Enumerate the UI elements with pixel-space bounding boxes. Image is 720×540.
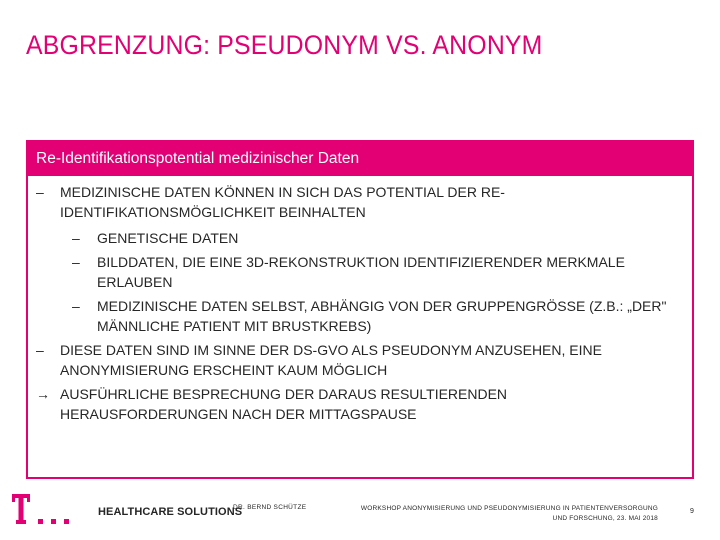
event-info (328, 504, 658, 524)
dash-bullet: – (72, 298, 80, 314)
box-header: Re-Identifikationspotential medizinischer Daten (28, 142, 692, 176)
telekom-t-logo-icon (12, 494, 30, 524)
author-name: DR. BERND SCHÜTZE (233, 504, 307, 511)
dash-bullet: – (72, 230, 80, 246)
bullet-text: MEDIZINISCHE DATEN SELBST, ABHÄNGIG VON DER GRUPPENGRÖSSE (Z.B.: „DER" MÄNNLICHE PATIENT MIT BRUSTKREBS) (97, 298, 667, 334)
content-box (26, 140, 694, 479)
bullet-text: GENETISCHE DATEN (97, 230, 239, 246)
brand-name: HEALTHCARE SOLUTIONS (98, 506, 243, 518)
dash-bullet: – (72, 254, 80, 270)
arrow-item (36, 384, 656, 424)
bullet-text: MEDIZINISCHE DATEN KÖNNEN IN SICH DAS POTENTIAL DER RE-IDENTIFIKATIONSMÖGLICHKEIT BEINHALTEN (60, 184, 505, 220)
dash-bullet: – (36, 184, 44, 200)
event-line: WORKSHOP ANONYMISIERUNG UND PSEUDONYMISIERUNG IN PATIENTENVERSORGUNG (360, 505, 658, 512)
bullet-text: DIESE DATEN SIND IM SINNE DER DS-GVO ALS PSEUDONYM ANZUSEHEN, EINE ANONYMISIERUNG ERSCHEINT KAUM MÖGLICH (60, 342, 602, 378)
sub-bullet-item (72, 228, 684, 248)
bullet-text: BILDDATEN, DIE EINE 3D-REKONSTRUKTION IDENTIFIZIERENDER MERKMALE ERLAUBEN (97, 254, 625, 290)
bullet-item (36, 340, 656, 380)
page-number: 9 (690, 508, 694, 515)
sub-bullet-item (72, 296, 684, 336)
footer (0, 490, 720, 540)
bullet-text: AUSFÜHRLICHE BESPRECHUNG DER DARAUS RESULTIERENDEN HERAUSFORDERUNGEN NACH DER MITTAGSPAUSE (60, 386, 508, 422)
sub-bullet-item (72, 252, 684, 292)
telekom-digits-icon (38, 511, 77, 529)
arrow-right-icon: → (36, 386, 50, 402)
slide-title: ABGRENZUNG: PSEUDONYM VS. ANONYM (26, 30, 543, 60)
bullet-item (36, 182, 656, 222)
dash-bullet: – (36, 342, 44, 358)
event-line: UND FORSCHUNG, 23. MAI 2018 (552, 515, 658, 522)
